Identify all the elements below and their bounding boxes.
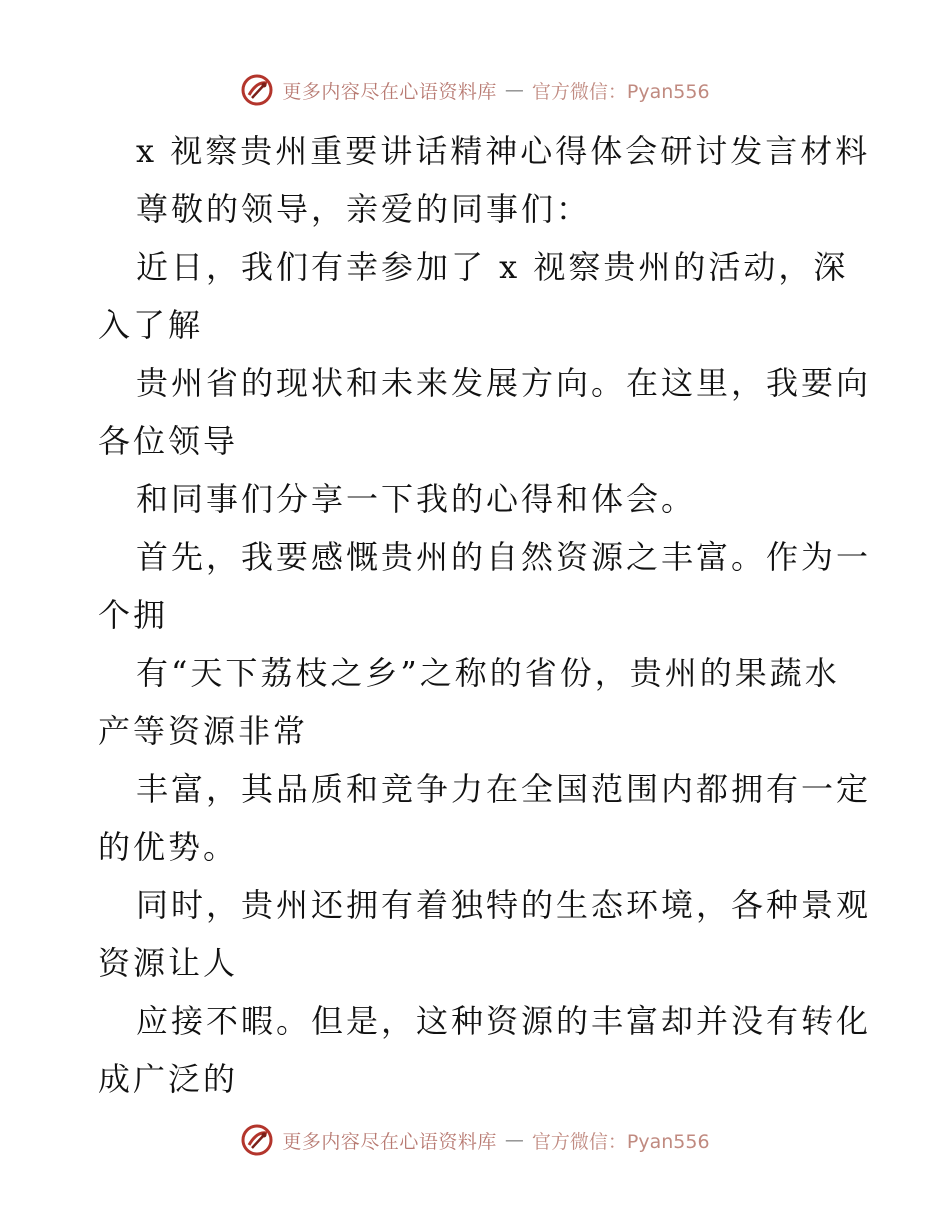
text-line: 尊敬的领导，亲爱的同事们： (136, 190, 592, 228)
text-line: 成广泛的 (98, 1060, 239, 1098)
watermark-dash: — (504, 79, 524, 101)
logo-icon (240, 73, 274, 107)
header-watermark (0, 70, 950, 110)
text-line: 资源让人 (98, 944, 239, 982)
text-line: 入了解 (98, 306, 204, 344)
watermark-site-text: 更多内容尽在心语资料库 (282, 1130, 497, 1153)
text-line: 的优势。 (98, 828, 239, 866)
watermark-contact: 官方微信：Pyan556 (531, 80, 710, 103)
text-line: 近日，我们有幸参加了 x 视察贵州的活动，深 (136, 248, 849, 286)
text-line: 同时，贵州还拥有着独特的生态环境，各种景观 (136, 886, 872, 924)
watermark-dash: — (504, 1129, 524, 1151)
logo-icon (240, 1123, 274, 1157)
text-line: x 视察贵州重要讲话精神心得体会研讨发言材料 (136, 132, 871, 170)
text-line: 各位领导 (98, 422, 239, 460)
text-line: 丰富，其品质和竞争力在全国范围内都拥有一定 (136, 770, 872, 808)
text-line: 应接不暇。但是，这种资源的丰富却并没有转化 (136, 1002, 872, 1040)
watermark-contact: 官方微信：Pyan556 (531, 1130, 710, 1153)
text-line: 和同事们分享一下我的心得和体会。 (136, 480, 697, 518)
footer-watermark (0, 1120, 950, 1160)
watermark-site-text: 更多内容尽在心语资料库 (282, 80, 497, 103)
text-line: 有“天下荔枝之乡”之称的省份，贵州的果蔬水 (136, 654, 840, 692)
document-body (98, 122, 872, 1108)
text-line: 贵州省的现状和未来发展方向。在这里，我要向 (136, 364, 872, 402)
text-line: 产等资源非常 (98, 712, 309, 750)
text-line: 个拥 (98, 596, 169, 634)
text-line: 首先，我要感慨贵州的自然资源之丰富。作为一 (136, 538, 872, 576)
